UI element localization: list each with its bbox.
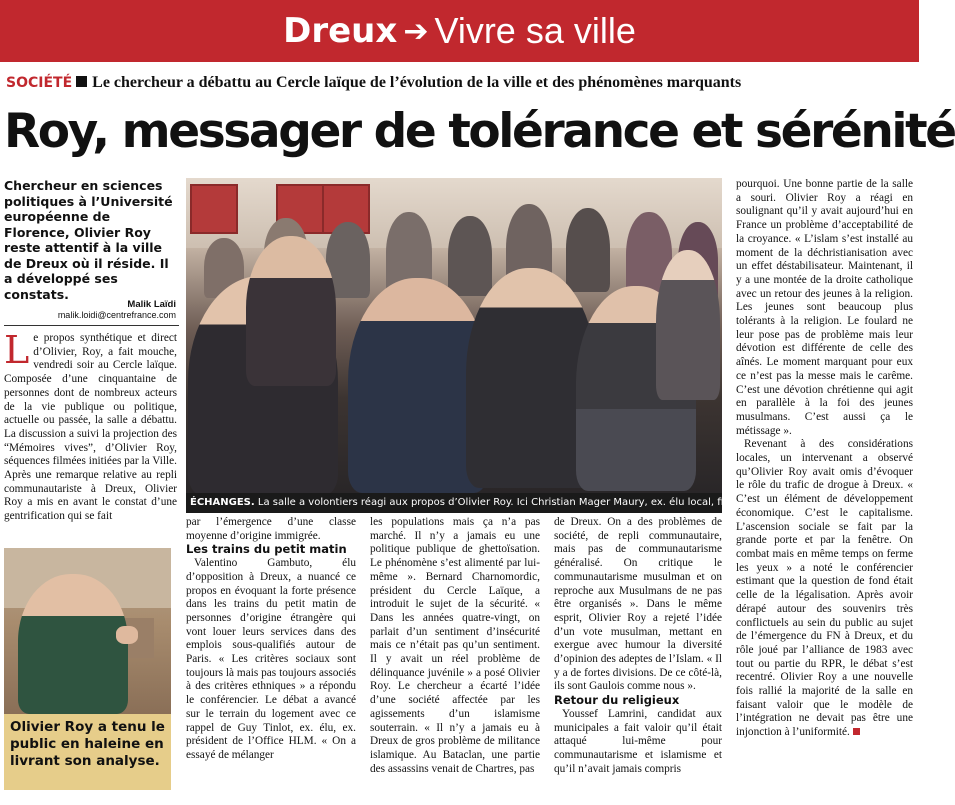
subheading: Retour du religieux xyxy=(554,693,680,708)
article-column-3 xyxy=(370,516,540,796)
city-name: Dreux xyxy=(283,11,398,51)
author-email: malik.loidi@centrefrance.com xyxy=(57,310,176,320)
paragraph: pourquoi. Une bonne partie de la salle a souri. Olivier Roy a réagi en soulignant qu’il y avait aujourd’hui en France un problème d’acceptabilité de la croyance. « L’islam s’est installé au moment de la déchristianisation avec un effet déstabilisateur. Maintenant, il y a une montée de la droite catholique avec un retour des jeunes à la religion. Les jeunes sont beaucoup plus tolérants à la religion. Le foulard ne leur pose pas de problème mais leur dévotion est différente de celle des aînés. Le moment marquant pour eux ce n’est pas la messe mais le carême. C’est une dévotion chrétienne qui agit en parallèle à la foi des jeunes musulmans. C’est aussi ça le métissage ». xyxy=(736,178,913,437)
arrow-right-icon: ➔ xyxy=(403,13,429,49)
author-name: Malik Laïdi xyxy=(127,299,176,310)
caption-label: ÉCHANGES. xyxy=(190,497,255,508)
rubric-tag: SOCIÉTÉ xyxy=(6,75,73,91)
article-column-1 xyxy=(4,328,177,544)
photo-caption xyxy=(186,493,790,513)
paragraph: de Dreux. On a des problèmes de société, de repli communautaire, mais pas de communautarisme généralisé. On critique le communautarisme musulman et on reproche aux Musulmans de ne pas être organisés ». Dans le même esprit, Olivier Roy a rejeté l’idée d’un vote musulman, mettant en exergue avec humour la diversité d’opinion des adeptes de l’Islam. « Il y a de fortes divisions. De ce côté-là, ils sont Gaulois comme nous ». xyxy=(554,516,722,693)
paragraph: Valentino Gambuto, élu d’opposition à Dreux, a nuancé ce propos en évoquant la forte présence dans les trains du petit matin de personnes d’origine étrangère qui vont louer leurs services dans des emplois sous-qualifiés autour de Paris. « Les critères sociaux sont toujours là mais pas toujours associés à des critères ethniques » a répondu le conférencier. Le débat a avancé sur le terrain du logement avec ce rappel de Guy Tinlot, ex. élu, ex. président de l’Office HLM. « On a essayé de mélanger xyxy=(186,557,356,761)
kicker xyxy=(6,74,911,92)
article-column-5 xyxy=(736,178,913,792)
paragraph: Revenant à des considérations locales, un intervenant a observé qu’Olivier Roy avait omis d’évoquer le rôle du trafic de drogue à Dreux. « C’est un élément de développement économique. C’est le capitalisme. L’ascension sociale se fait par la grande porte et par la fenêtre. On combat mais en même temps on ferme les yeux » a noté le conférencier estimant que la question de fond était celle de la légalisation. Après avoir dérapé autour des souvenirs très conflictuels au sein du public au sujet de l’émergence du FN à Dreux, et du rôle joué par l’alliance de 1983 avec tout ou partie du RPR, le débat s’est recentré. Olivier Roy a une nouvelle fois rallié la majorité de la salle en faisant valoir que le modèle de l’intégration ne devait pas être une injonction à l’uniformité. xyxy=(736,438,913,739)
article-column-4 xyxy=(554,516,722,796)
paragraph: les populations mais ça n’a pas marché. Il n’y a jamais eu une politique publique de ghettoïsation. Le phénomène s’est alimenté par lui-même ». Bernard Charnomordic, président du Cercle Laïque, a introduit le sujet de la sécurité. « Dans les années quatre-vingt, on parlait d’un sentiment d’insécurité mais ce n’était pas qu’un sentiment. Il y avait un réel problème de délinquance juvénile » a posé Olivier Roy. Le chercheur a écarté l’idée d’une société affectée par les agissements d’un islamisme souterrain. « Il n’y a jamais eu à Dreux de gros problème de militance islamique. Au Bataclan, une partie des assassins venait de Chartres, pas xyxy=(370,516,540,775)
drop-cap: L xyxy=(4,328,30,372)
inset-caption: Olivier Roy a tenu le public en haleine en livrant son analyse. xyxy=(4,714,171,790)
subheading: Les trains du petit matin xyxy=(186,542,347,557)
caption-text: La salle a volontiers réagi aux propos d’Olivier Roy. Ici Christian Mager Maury, ex. élu local, figure du PRG. xyxy=(257,497,790,508)
paragraph: par l’émergence d’une classe moyenne d’origine immigrée. xyxy=(186,516,356,542)
paragraph: Youssef Lamrini, candidat aux municipales a fait valoir qu’il était attaqué lui-même pour communautarisme et islamisme et qu’il n’avait jamais compris xyxy=(554,707,722,775)
headline: Roy, messager de tolérance et sérénité xyxy=(4,104,955,159)
article-column-2 xyxy=(186,516,356,796)
section-name: Vivre sa ville xyxy=(434,10,636,51)
divider xyxy=(4,325,179,326)
kicker-text: Le chercheur a débattu au Cercle laïque de l’évolution de la ville et des phénomènes marquants xyxy=(92,74,742,91)
inset-photo xyxy=(4,548,171,714)
main-photo xyxy=(186,178,722,493)
byline xyxy=(4,299,176,321)
section-header-band xyxy=(0,0,919,62)
paragraph: e propos synthétique et direct d’Olivier, Roy, a fait mouche, vendredi soir au Cercle laïque. Composée d’une cinquantaine de personnes dont de nombreux acteurs de la vie publique ou politique, actuelle ou passée, la salle a débattu. La discussion a suivi la projection des “Mémoires vives”, d’Olivier Roy, séquences filmées initiées par la Ville. Après une remarque relative au repli communautariste à Dreux, Olivier Roy a mis en avant le constat d’une gentrification qui se fait xyxy=(4,332,177,523)
standfirst: Chercheur en sciences politiques à l’Université européenne de Florence, Olivier Roy reste attentif à la ville de Dreux où il réside. Il a développé ses constats. xyxy=(4,178,173,302)
end-mark-icon xyxy=(853,728,860,735)
square-bullet-icon xyxy=(76,76,87,87)
